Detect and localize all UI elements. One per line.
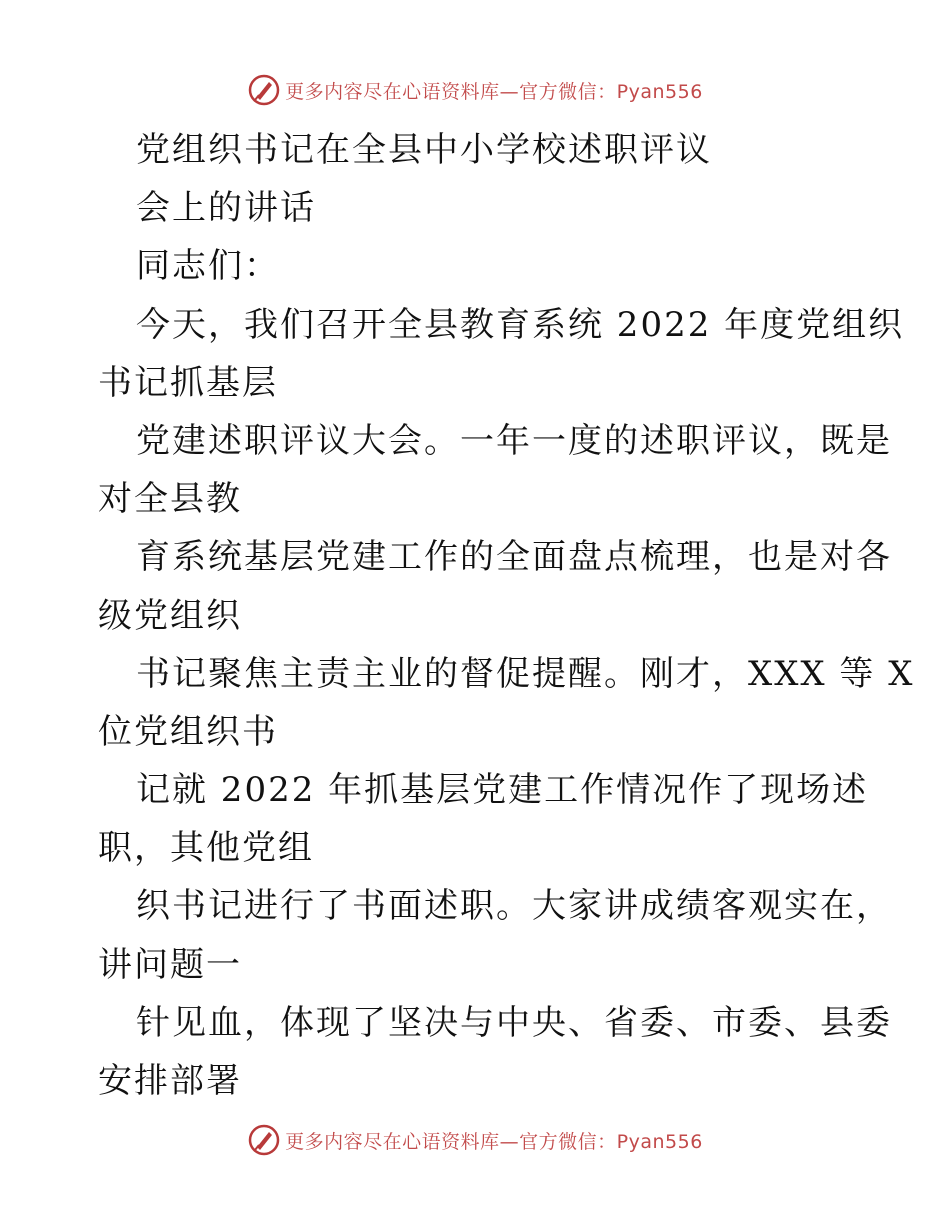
text-line: 针见血，体现了坚决与中央、省委、市委、县委 bbox=[136, 1002, 892, 1043]
pen-logo-icon bbox=[247, 1123, 281, 1157]
text-line: 安排部署 bbox=[98, 1061, 242, 1101]
text-line: 级党组织 bbox=[98, 595, 242, 636]
title-line-2: 会上的讲话 bbox=[136, 188, 316, 229]
text-line: 职，其他党组 bbox=[98, 828, 314, 869]
text-line: 今天，我们召开全县教育系统 2022 年度党组织 bbox=[136, 304, 905, 345]
text-line: 党建述职评议大会。一年一度的述职评议，既是 bbox=[136, 420, 892, 461]
text-line: 育系统基层党建工作的全面盘点梳理，也是对各 bbox=[136, 537, 892, 578]
salutation: 同志们： bbox=[136, 246, 280, 287]
banner-text: 更多内容尽在心语资料库—官方微信：Pyan556 bbox=[285, 1130, 703, 1153]
banner-text: 更多内容尽在心语资料库—官方微信：Pyan556 bbox=[285, 80, 703, 103]
text-line: 书记聚焦主责主业的督促提醒。刚才，XXX 等 X bbox=[136, 653, 915, 694]
text-line: 记就 2022 年抓基层党建工作情况作了现场述 bbox=[136, 770, 869, 811]
title-line-1: 党组织书记在全县中小学校述职评议 bbox=[136, 130, 712, 170]
text-line: 织书记进行了书面述职。大家讲成绩客观实在， bbox=[136, 886, 892, 927]
text-line: 书记抓基层 bbox=[98, 362, 278, 403]
document-body bbox=[98, 121, 915, 1110]
footer-banner bbox=[0, 1120, 950, 1160]
pen-logo-icon bbox=[247, 73, 281, 107]
text-line: 讲问题一 bbox=[98, 944, 242, 985]
text-line: 对全县教 bbox=[98, 479, 242, 520]
text-line: 位党组织书 bbox=[98, 711, 278, 752]
header-banner bbox=[0, 70, 950, 110]
